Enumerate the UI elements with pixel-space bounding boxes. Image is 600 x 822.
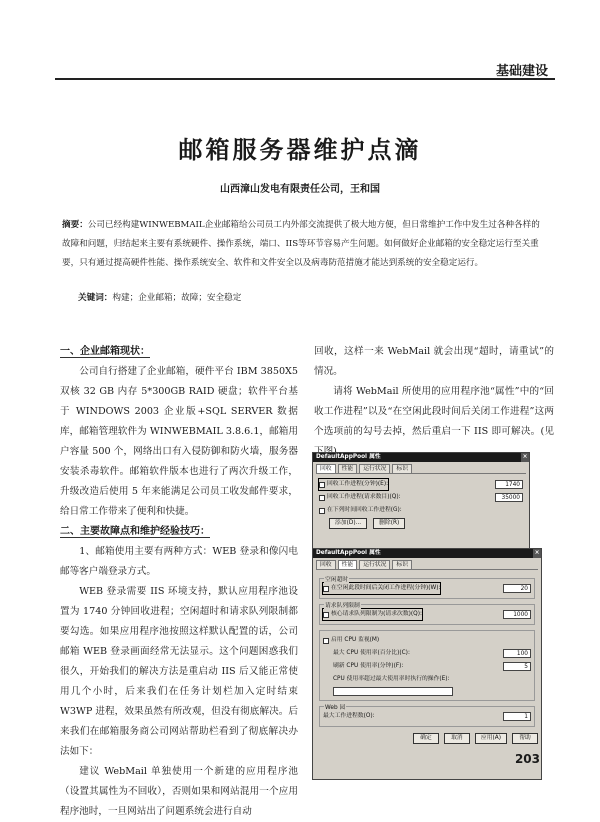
remove-button: 删除(R) (373, 518, 405, 529)
close-icon: × (522, 454, 528, 460)
keywords-label: 关键词： (78, 293, 113, 303)
tab-identity: 标识 (392, 560, 412, 569)
tab-health: 运行状况 (359, 464, 390, 473)
left-column (60, 342, 298, 822)
heading-2: 二、主要故障点和维护经验技巧： (60, 526, 210, 537)
cpu-refresh-label: 刷新 CPU 使用率(分钟)(F): (333, 663, 404, 669)
ok-button: 确定 (413, 733, 439, 744)
checkbox-icon (319, 482, 325, 488)
tab-recycle: 回收 (316, 560, 336, 569)
abstract-text: 公司已经构建WINWEBMAIL企业邮箱给公司员工内外部交流提供了极大地方便，但日常维护工作中发生过各种各样的故障和问题，归结起来主要有系统硬件、操作系统，端口、IIS等环节容易产生问题。如何做好企业邮箱的安全稳定运行至关重要，只有通过提高硬件性能、操作系统安全、软件和文件安全以及病毒防范措施才能达到系统的安全稳定运行。 (62, 220, 540, 268)
tab-recycle: 回收 (316, 464, 336, 473)
help-button: 帮助 (512, 733, 538, 744)
web-garden-group: Web 园 最大工作进程数(O): 1 (319, 706, 535, 727)
paragraph: 1、邮箱使用主要有两种方式：WEB 登录和像闪电邮等客户端登录方式。 (60, 546, 298, 577)
abstract-label: 摘要： (62, 220, 88, 230)
tab-performance: 性能 (338, 464, 358, 473)
right-column (314, 342, 554, 462)
article-title: 邮箱服务器维护点滴 (178, 136, 422, 164)
recycle-dialog-screenshot (312, 452, 530, 550)
max-worker-value: 1 (503, 712, 531, 721)
checkbox-icon (323, 586, 329, 592)
paragraph: 回收，这样一来 WebMail 就会出现“超时，请重试”的情况。 (314, 346, 554, 377)
request-queue-value: 1000 (503, 610, 531, 619)
add-button: 添加(D)... (329, 518, 367, 529)
abstract (62, 216, 544, 273)
recycle-minutes-value: 1740 (495, 480, 523, 489)
keywords-text: 构建；企业邮箱；故障；安全稳定 (112, 293, 242, 303)
cpu-monitor-group (319, 630, 535, 701)
request-queue-group: 请求队列限制 核心请求队列限制为(请求次数)(Q): 1000 (319, 604, 535, 625)
dialog-title: DefaultAppPool 属性 (316, 550, 381, 556)
tab-performance: 性能 (338, 560, 358, 569)
apply-button: 应用(A) (475, 733, 507, 744)
tab-health: 运行状况 (359, 560, 390, 569)
recycle-requests-checkbox: 回收工作进程(请求数目)(Q): (319, 492, 401, 503)
header-rule (55, 78, 555, 80)
max-worker-label: 最大工作进程数(O): (323, 713, 375, 719)
idle-timeout-group: 空闲超时 在空闲此段时间后关闭工作进程(分钟)(W): 20 (319, 578, 535, 599)
cancel-button: 取消 (444, 733, 470, 744)
page-number: 203 (514, 752, 540, 766)
request-queue-checkbox: 核心请求队列限制为(请求次数)(Q): (323, 609, 422, 620)
checkbox-icon (319, 508, 325, 514)
cpu-max-value: 100 (503, 649, 531, 658)
article-author: 山西漳山发电有限责任公司，王和国 (220, 184, 380, 195)
section-tag: 基础建设 (495, 64, 548, 79)
paragraph: 公司自行搭建了企业邮箱，硬件平台 IBM 3850X5 双核 32 GB 内存 5*300GB RAID 硬盘；软件平台基于 WINDOWS 2003 企业版+SQL SERVER 数据库，邮箱管理软件为 WINWEBMAIL 3.8.6.1，邮箱用户容量 500 个，网络出口有入侵防御和防火墙，服务器安装杀毒软件。邮箱软件版本也进行了两次升级工作，升级改造后使用 5 年来能满足公司员工收发邮件要求，给日常工作带来了便利和快捷。 (60, 366, 298, 517)
heading-1: 一、企业邮箱现状： (60, 346, 150, 357)
paragraph: 请将 WebMail 所使用的应用程序池“属性”中的“回收工作进程”以及“在空闲此段时间后关闭工作进程”这两个选项前的勾号去掉，然后重启一下 IIS 即可解决。(见 (314, 386, 554, 437)
checkbox-icon (323, 638, 329, 644)
cpu-action-label: CPU 使用率超过最大使用率时执行的操作(E): (333, 676, 450, 682)
recycle-minutes-checkbox: 回收工作进程(分钟)(E): (319, 479, 388, 490)
checkbox-icon (319, 495, 325, 501)
cpu-monitor-checkbox: 启用 CPU 监视(M) (323, 635, 379, 646)
idle-timeout-value: 20 (503, 584, 531, 593)
recycle-requests-value: 35000 (495, 493, 523, 502)
cpu-refresh-value: 5 (503, 662, 531, 671)
idle-timeout-checkbox: 在空闲此段时间后关闭工作进程(分钟)(W): (323, 583, 440, 594)
tab-identity: 标识 (392, 464, 412, 473)
recycle-time-checkbox: 在下列时间回收工作进程(G): (319, 505, 402, 516)
dialog-title: DefaultAppPool 属性 (316, 454, 381, 460)
paragraph: WEB 登录需要 IIS 环境支持，默认应用程序池设置为 1740 分钟回收进程；空闲超时和请求队列限制都要勾选。如果应用程序池按照这样默认配置的话，公司邮箱 WEB 登录画面经常无法显示。这个问题困惑我们很久，开始我们的解决方法是重启动 IIS 后又能正常使用几个小时，后来我们在任务计划栏加入定时结束 W3WP 进程，效果虽然有所改观，但没有彻底解决。后来我们在邮箱服务商公司网站帮助栏看到了彻底解决办法如下： (60, 586, 298, 757)
cpu-max-label: 最大 CPU 使用率(百分比)(C): (333, 650, 410, 656)
keywords (78, 291, 538, 303)
checkbox-icon (323, 612, 329, 618)
cpu-action-select (333, 687, 453, 696)
close-icon: × (534, 550, 540, 556)
performance-dialog-screenshot (312, 548, 542, 780)
paragraph: 建议 WebMail 单独使用一个新建的应用程序池（设置其属性为不回收），否则如果和网站混用一个应用程序池时，一旦网站出了问题系统会进行自动 (60, 766, 298, 817)
